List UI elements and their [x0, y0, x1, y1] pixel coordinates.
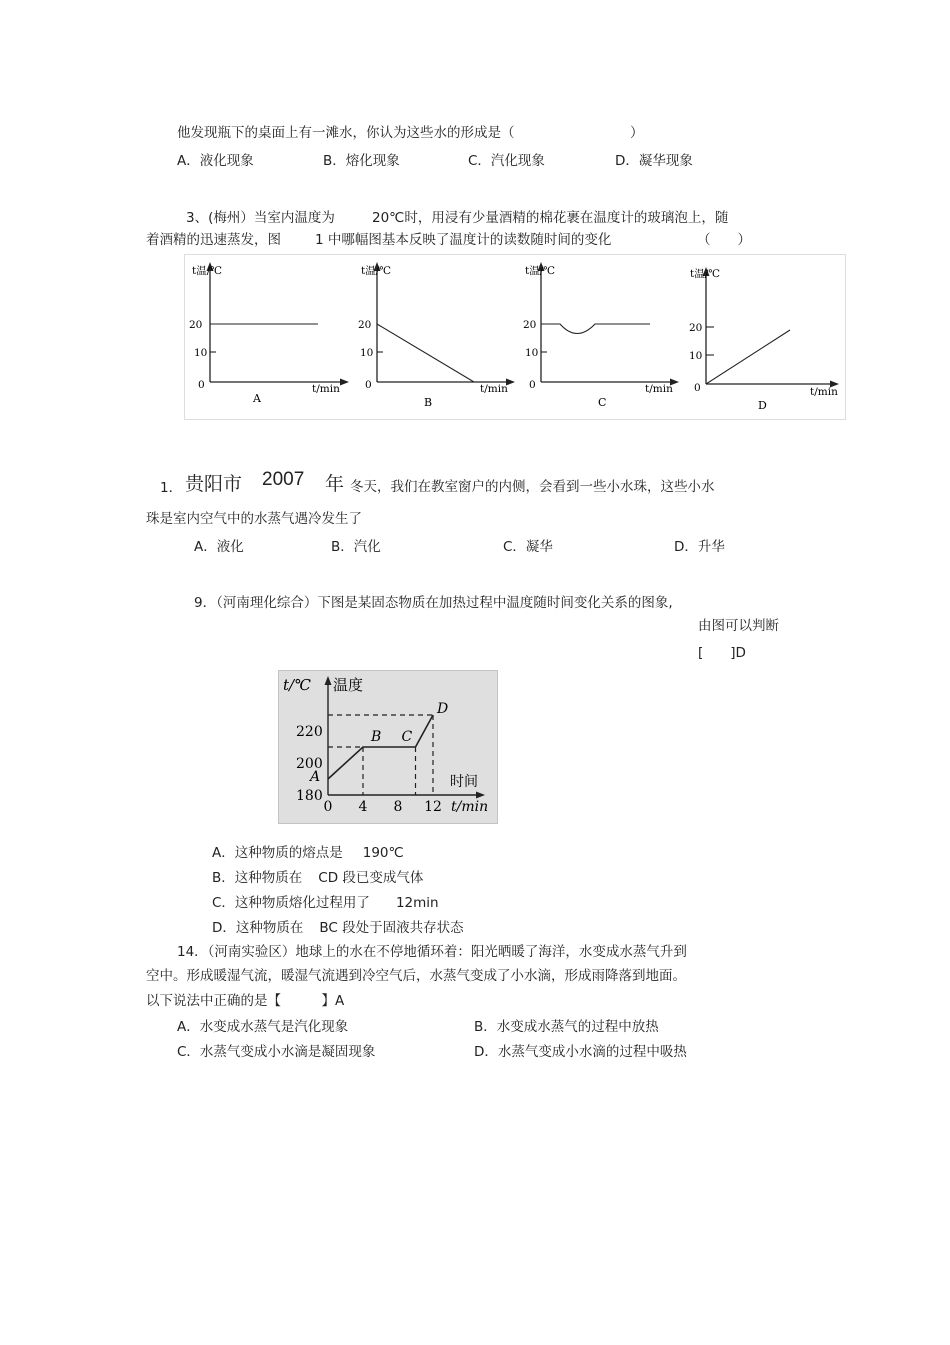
graph-a-tick-20: 20	[189, 319, 203, 331]
q1-city: 贵阳市	[185, 473, 243, 495]
q9-xtick-4: 4	[358, 799, 368, 815]
q9-ytick-200: 200	[296, 756, 323, 772]
q9-ytick-180: 180	[296, 788, 323, 804]
q1-option-b: B．汽化	[331, 539, 381, 555]
q9-point-d: D	[437, 701, 449, 717]
graph-c-xlabel: t/min	[645, 383, 673, 395]
q14-option-b: B．水变成水蒸气的过程中放热	[474, 1019, 659, 1035]
graph-b-letter: B	[424, 396, 433, 409]
q9-heating-graph	[278, 670, 498, 824]
q3-line1-b: 20℃时，用浸有少量酒精的棉花裹在温度计的玻璃泡上，随	[372, 210, 729, 226]
q9-option-a: A．这种物质的熔点是 190℃	[212, 845, 404, 861]
q9-xlabel-cn: 时间	[450, 774, 478, 790]
graph-c-tick-10: 10	[525, 347, 539, 359]
q2-option-a: A．液化现象	[177, 153, 254, 169]
q14-line1: 14．（河南实验区）地球上的水在不停地循环着：阳光晒暖了海洋，水变成水蒸气升到	[177, 944, 687, 960]
graph-c-tick-0: 0	[529, 379, 536, 391]
q9-point-c: C	[401, 729, 413, 745]
graph-b-tick-10: 10	[360, 347, 374, 359]
q3-line2-a: 着酒精的迅速蒸发，图	[146, 232, 281, 248]
graph-d-tick-20: 20	[689, 322, 703, 334]
q14-line2: 空中。形成暖湿气流，暖湿气流遇到冷空气后，水蒸气变成了小水滴，形成雨降落到地面。	[146, 968, 686, 984]
q9-xtick-0: 0	[323, 799, 333, 815]
q1-line2: 珠是室内空气中的水蒸气遇冷发生了	[146, 511, 362, 527]
graph-d-ylabel: t温/℃	[690, 268, 721, 280]
q14-option-d: D．水蒸气变成小水滴的过程中吸热	[474, 1044, 687, 1060]
q2-option-c: C．汽化现象	[468, 153, 545, 169]
q9-ylabel: t/℃	[283, 676, 311, 694]
q1-option-a: A．液化	[194, 539, 244, 555]
q1-nian: 年	[325, 473, 345, 495]
graph-a-ylabel: t温/℃	[192, 265, 223, 277]
q2-paren-close: ）	[630, 125, 644, 141]
q3-graphs-figure	[184, 254, 846, 420]
q9-xtick-12: 12	[424, 799, 442, 815]
graph-b-tick-20: 20	[358, 319, 372, 331]
graph-c-ylabel: t温/℃	[525, 265, 556, 277]
q2-option-b: B．熔化现象	[323, 153, 400, 169]
graph-b-xlabel: t/min	[480, 383, 508, 395]
graph-a-letter: A	[253, 392, 261, 405]
q14-option-c: C．水蒸气变成小水滴是凝固现象	[177, 1044, 376, 1060]
q9-xlabel: t/min	[451, 799, 489, 815]
graph-b-tick-0: 0	[365, 379, 372, 391]
q14-line3: 以下说法中正确的是【 】A	[146, 993, 345, 1009]
q2-option-d: D．凝华现象	[615, 153, 693, 169]
graph-d-letter: D	[758, 399, 767, 412]
q9-stem: 9．（河南理化综合）下图是某固态物质在加热过程中温度随时间变化关系的图象,	[194, 595, 673, 611]
q1-option-c: C．凝华	[503, 539, 553, 555]
q9-xtick-8: 8	[393, 799, 403, 815]
q9-ylabel-cn: 温度	[333, 676, 364, 694]
graph-a-tick-0: 0	[198, 379, 205, 391]
graph-b-ylabel: t温/℃	[361, 265, 392, 277]
q9-point-b: B	[371, 729, 382, 745]
graph-d-tick-0: 0	[694, 382, 701, 394]
q3-line2-paren: （ ）	[697, 232, 751, 248]
q3-line2-b: 1 中哪幅图基本反映了温度计的读数随时间的变化	[315, 232, 612, 248]
graph-a-tick-10: 10	[194, 347, 208, 359]
graph-c-tick-20: 20	[523, 319, 537, 331]
q1-year: 2007	[262, 469, 305, 490]
q9-point-a: A	[310, 769, 321, 785]
graph-d-tick-10: 10	[689, 350, 703, 362]
q1-num: 1．	[160, 480, 183, 496]
q3-line1-a: 3、(梅州）当室内温度为	[186, 210, 335, 226]
q2-stem: 他发现瓶下的桌面上有一滩水，你认为这些水的形成是（	[177, 125, 515, 141]
q9-ytick-220: 220	[296, 724, 323, 740]
q1-rest1: 冬天，我们在教室窗户的内侧，会看到一些小水珠，这些小水	[350, 479, 715, 495]
q9-bracket: [ ]D	[698, 645, 746, 661]
q9-option-d: D．这种物质在 BC 段处于固液共存状态	[212, 920, 464, 936]
q9-option-b: B．这种物质在 CD 段已变成气体	[212, 870, 424, 886]
graph-c-letter: C	[598, 396, 607, 409]
q9-option-c: C．这种物质熔化过程用了 12min	[212, 895, 439, 911]
graph-d-xlabel: t/min	[810, 386, 838, 398]
graph-a-xlabel: t/min	[312, 383, 340, 395]
q14-option-a: A．水变成水蒸气是汽化现象	[177, 1019, 349, 1035]
q1-option-d: D．升华	[674, 539, 725, 555]
q9-line2: 由图可以判断	[698, 618, 779, 634]
